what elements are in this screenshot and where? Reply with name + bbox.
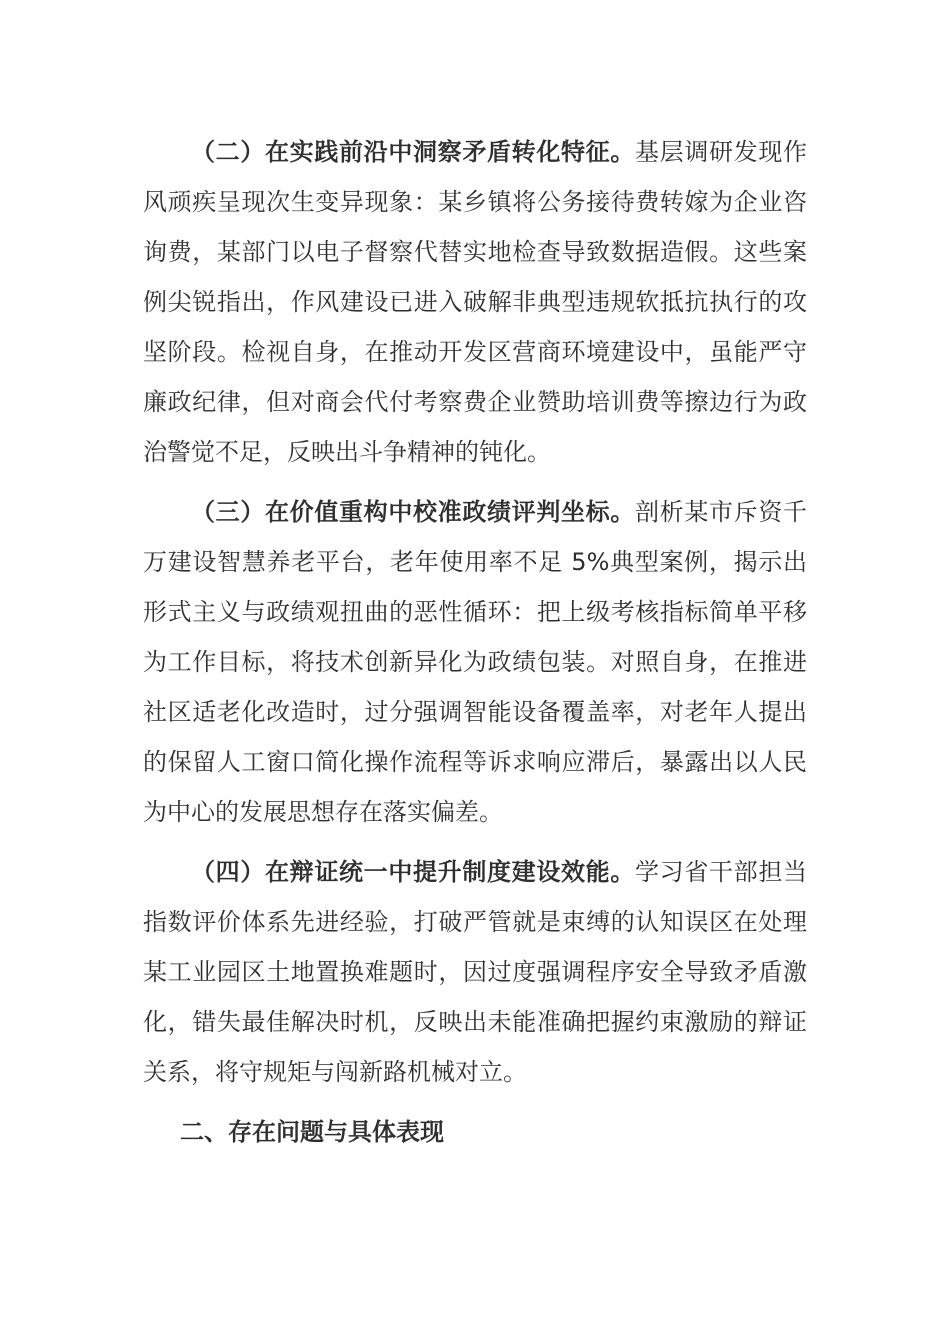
paragraph-4-body: 学习省干部担当指数评价体系先进经验，打破严管就是束缚的认知误区在处理某工业园区土地置换难题时，因过度强调程序安全导致矛盾激化，错失最佳解决时机，反映出未能准确把握约束激励的辩证关系，将守规矩与闯新路机械对立。 [143,858,807,1086]
paragraph-2 [143,127,807,477]
paragraph-3 [143,487,807,837]
paragraph-4 [143,847,807,1097]
paragraph-3-heading: （三）在价值重构中校准政绩评判坐标。 [191,498,635,526]
paragraph-2-body: 基层调研发现作风顽疾呈现次生变异现象：某乡镇将公务接待费转嫁为企业咨询费，某部门以电子督察代替实地检查导致数据造假。这些案例尖锐指出，作风建设已进入破解非典型违规软抵抗执行的攻坚阶段。检视自身，在推动开发区营商环境建设中，虽能严守廉政纪律，但对商会代付考察费企业赞助培训费等擦边行为政治警觉不足，反映出斗争精神的钝化。 [143,138,807,466]
paragraph-2-heading: （二）在实践前沿中洞察矛盾转化特征。 [191,138,635,166]
section-heading: 二、存在问题与具体表现 [180,1118,444,1146]
paragraph-4-heading: （四）在辩证统一中提升制度建设效能。 [191,858,635,886]
document-page [143,127,807,1157]
paragraph-3-body: 剖析某市斥资千万建设智慧养老平台，老年使用率不足 5%典型案例，揭示出形式主义与政绩观扭曲的恶性循环：把上级考核指标简单平移为工作目标，将技术创新异化为政绩包装。对照自身，在推进社区适老化改造时，过分强调智能设备覆盖率，对老年人提出的保留人工窗口简化操作流程等诉求响应滞后，暴露出以人民为中心的发展思想存在落实偏差。 [143,498,807,826]
